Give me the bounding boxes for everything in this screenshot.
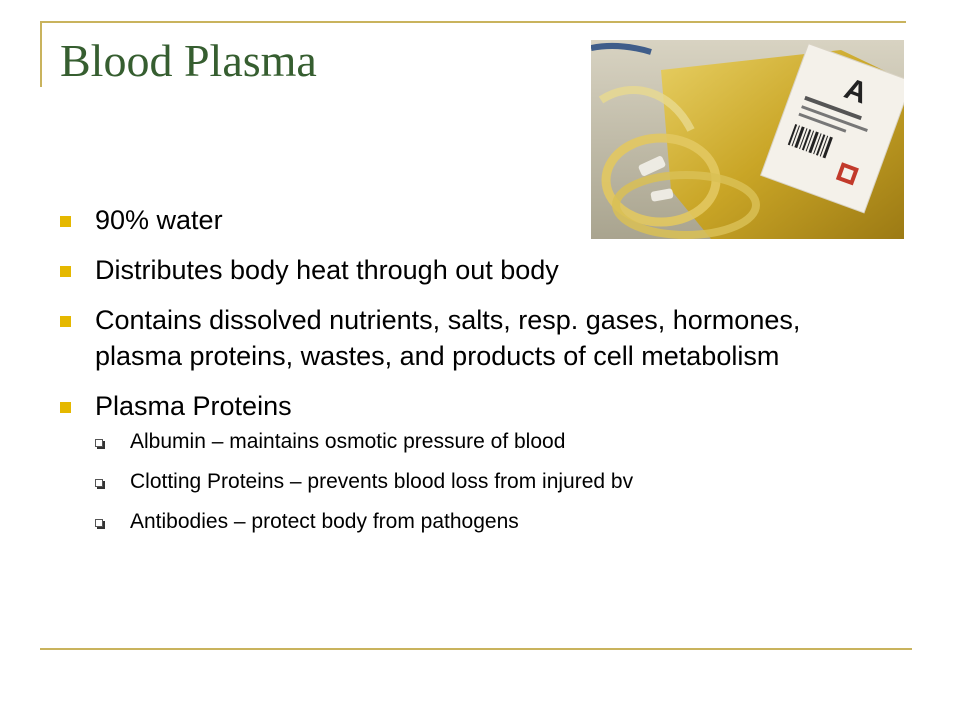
square-bullet-icon xyxy=(95,519,103,527)
bullet-text: Contains dissolved nutrients, salts, resp. gases, hormones, plasma proteins, wastes, and products of cell metabolism xyxy=(95,305,801,371)
list-item xyxy=(60,252,830,288)
list-item xyxy=(60,388,830,536)
bullet-text: Distributes body heat through out body xyxy=(95,255,559,285)
sub-bullet-text: Antibodies – protect body from pathogens xyxy=(130,510,519,533)
left-rule xyxy=(40,21,42,87)
sub-list-item xyxy=(95,508,830,536)
square-bullet-icon xyxy=(95,479,103,487)
bullet-text: 90% water xyxy=(95,205,223,235)
sub-bullet-list xyxy=(95,428,830,536)
sub-bullet-text: Clotting Proteins – prevents blood loss from injured bv xyxy=(130,470,634,493)
list-item xyxy=(60,202,830,238)
slide-title: Blood Plasma xyxy=(60,35,317,86)
sub-list-item xyxy=(95,468,830,496)
bag-label-letter: A xyxy=(840,72,872,111)
top-rule xyxy=(40,21,906,23)
list-item xyxy=(60,302,830,374)
sub-bullet-text: Albumin – maintains osmotic pressure of blood xyxy=(130,430,566,453)
sub-list-item xyxy=(95,428,830,456)
bullet-text: Plasma Proteins xyxy=(95,391,292,421)
bullet-list xyxy=(60,202,830,550)
square-bullet-icon xyxy=(95,439,103,447)
bottom-rule xyxy=(40,648,912,650)
